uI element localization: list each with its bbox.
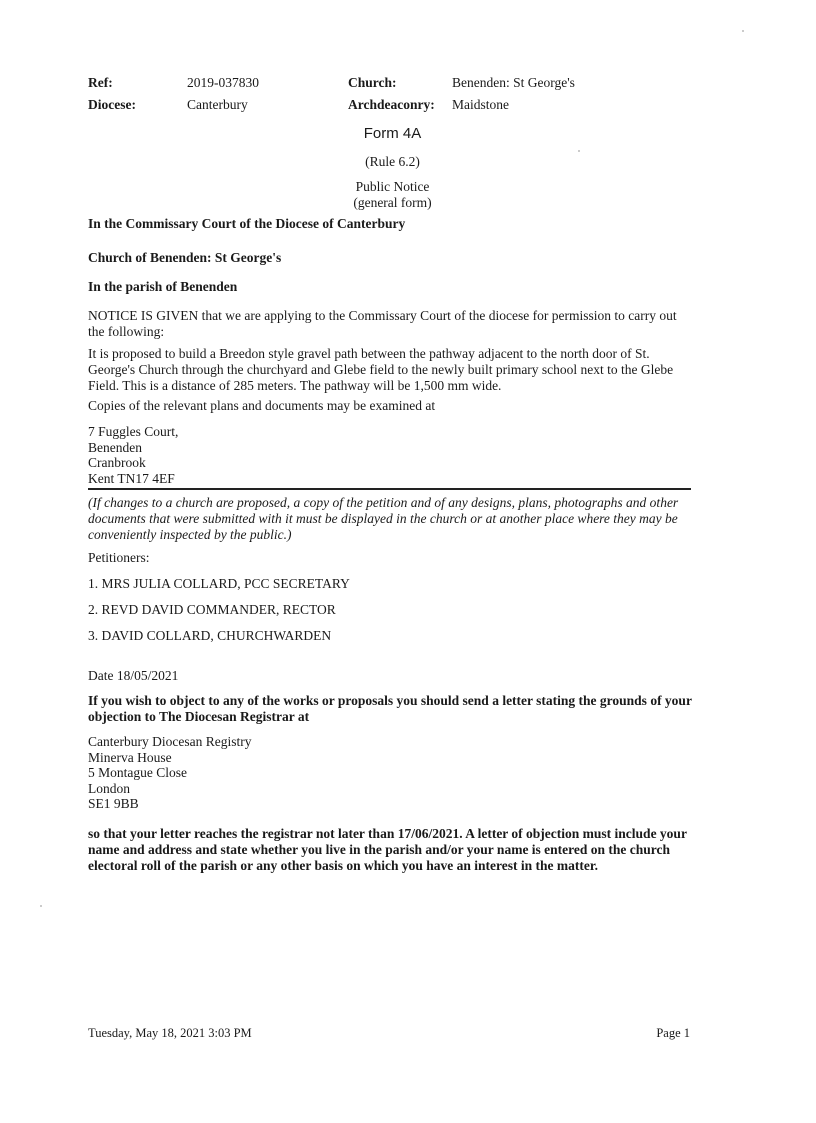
scan-speck xyxy=(742,30,744,32)
footer-page-number: Page 1 xyxy=(656,1026,690,1040)
objection-intro: If you wish to object to any of the works or proposals you should send a letter stating the grounds of your objection to The Diocesan Registrar at xyxy=(88,693,692,724)
notice-proposal: It is proposed to build a Breedon style gravel path between the pathway adjacent to the north door of St. George's Church through the churchyard and Glebe field to the newly built primary school next to the Glebe Field. This is a distance of 285 meters. The pathway will be 1,500 mm wide. xyxy=(88,346,674,393)
horizontal-rule xyxy=(88,488,691,490)
notice-subtype: (general form) xyxy=(353,195,432,210)
church-label: Church: xyxy=(348,75,397,90)
court-heading: In the Commissary Court of the Diocese of Canterbury xyxy=(88,216,406,231)
registry-address-line: London xyxy=(88,780,130,796)
registry-address-line: 5 Montague Close xyxy=(88,765,187,780)
ref-label: Ref: xyxy=(88,75,113,90)
inspection-address-line: Kent TN17 4EF xyxy=(88,470,175,486)
archdeaconry-value: Maidstone xyxy=(452,97,509,112)
petitioner-item: 1. MRS JULIA COLLARD, PCC SECRETARY xyxy=(88,576,350,591)
diocese-label: Diocese: xyxy=(88,97,136,112)
inspection-address-line: Cranbrook xyxy=(88,455,146,470)
registry-address-line: Canterbury Diocesan Registry xyxy=(88,734,252,749)
objection-terms: so that your letter reaches the registrar not later than 17/06/2021. A letter of objection must include your name and address and state whether you live in the parish and/or your name is entered on the church electoral roll of the parish or any other basis on which you have an interest in the matter. xyxy=(88,826,687,873)
archdeaconry-label: Archdeaconry: xyxy=(348,97,435,112)
scan-speck xyxy=(40,905,42,907)
notice-copies: Copies of the relevant plans and documents may be examined at xyxy=(88,398,436,413)
petitioner-item: 2. REVD DAVID COMMANDER, RECTOR xyxy=(88,602,336,617)
church-value: Benenden: St George's xyxy=(452,75,575,90)
inspection-address xyxy=(88,424,698,486)
inspection-address-line: Benenden xyxy=(88,439,142,455)
registry-address-line: SE1 9BB xyxy=(88,796,139,811)
registry-address xyxy=(88,734,698,812)
diocese-value: Canterbury xyxy=(187,97,248,112)
form-title: Form 4A xyxy=(363,125,422,142)
scan-speck xyxy=(578,150,580,152)
footer-timestamp: Tuesday, May 18, 2021 3:03 PM xyxy=(88,1026,252,1040)
display-note: (If changes to a church are proposed, a copy of the petition and of any designs, plans, photographs and other documents that were submitted with it must be displayed in the church or at another place where they may be conveniently inspected by the public.) xyxy=(88,495,679,542)
church-heading: Church of Benenden: St George's xyxy=(88,250,282,265)
petitioners-label: Petitioners: xyxy=(88,550,150,565)
inspection-address-line: 7 Fuggles Court, xyxy=(88,424,179,439)
notice-intro: NOTICE IS GIVEN that we are applying to the Commissary Court of the diocese for permission to carry out the following: xyxy=(88,308,677,339)
notice-date: Date 18/05/2021 xyxy=(88,668,179,683)
registry-address-line: Minerva House xyxy=(88,749,172,765)
form-rule: (Rule 6.2) xyxy=(365,154,420,169)
parish-heading: In the parish of Benenden xyxy=(88,279,238,294)
ref-value: 2019-037830 xyxy=(187,75,259,90)
petitioner-item: 3. DAVID COLLARD, CHURCHWARDEN xyxy=(88,628,332,643)
notice-type: Public Notice xyxy=(355,179,430,194)
